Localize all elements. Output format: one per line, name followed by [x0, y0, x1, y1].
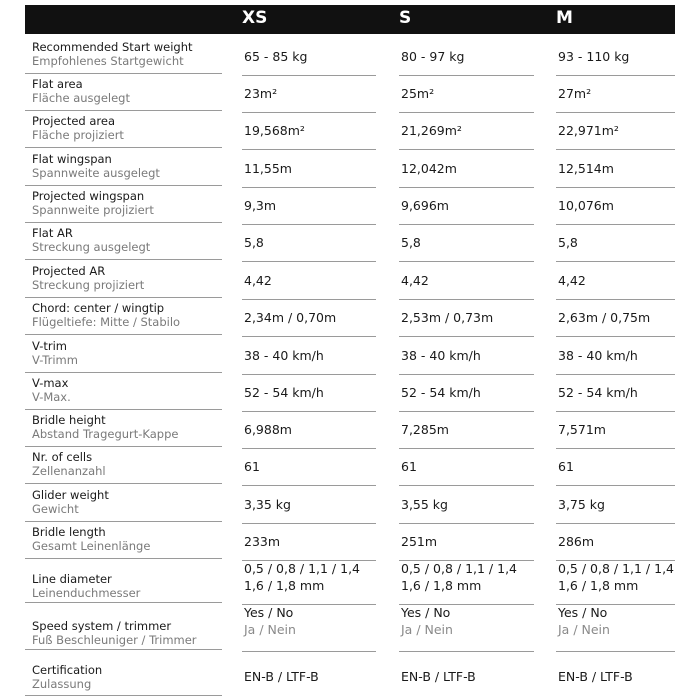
spec-row — [25, 262, 675, 300]
spec-value-line2: 1,6 / 1,8 mm — [244, 578, 325, 593]
spec-value-line2: Ja / Nein — [558, 622, 610, 637]
spec-value-cell-s — [399, 374, 534, 412]
spec-label-cell — [25, 411, 222, 447]
spec-label-cell — [25, 38, 222, 74]
spec-value-cell-m — [556, 486, 675, 524]
spec-value-cell-s — [399, 299, 534, 337]
spec-value-cell-m — [556, 374, 675, 412]
spec-value-cell-xs — [242, 299, 376, 337]
spec-value-cell-s — [399, 605, 534, 652]
spec-value: Yes / No — [244, 605, 294, 620]
spec-value: 52 - 54 km/h — [244, 385, 324, 400]
spec-value-cell-xs — [242, 337, 376, 375]
spec-value: 5,8 — [401, 235, 421, 250]
spec-label-en: V-max — [32, 376, 69, 390]
spec-value-cell-xs — [242, 38, 376, 76]
size-header-s: S — [399, 8, 412, 28]
spec-value: 0,5 / 0,8 / 1,1 / 1,4 — [244, 561, 360, 576]
spec-value-cell-xs — [242, 448, 376, 486]
spec-value: 27m² — [558, 86, 592, 101]
spec-row — [25, 411, 675, 449]
spec-label-de: Fuß Beschleuniger / Trimmer — [32, 633, 197, 647]
spec-label-en: Bridle height — [32, 413, 106, 427]
spec-value: 21,269m² — [401, 123, 462, 138]
spec-value-cell-xs — [242, 150, 376, 188]
spec-value-line2: 1,6 / 1,8 mm — [401, 578, 482, 593]
spec-value-line2: 1,6 / 1,8 mm — [558, 578, 639, 593]
spec-value-cell-xs — [242, 561, 376, 605]
spec-value: 80 - 97 kg — [401, 49, 465, 64]
spec-value: 38 - 40 km/h — [558, 348, 638, 363]
spec-label-en: Flat AR — [32, 226, 73, 240]
spec-value-cell-xs — [242, 112, 376, 150]
spec-value-cell-m — [556, 224, 675, 262]
spec-label-en: Projected wingspan — [32, 189, 145, 203]
spec-value: 4,42 — [244, 273, 272, 288]
spec-value-cell-m — [556, 187, 675, 225]
spec-value-cell-m — [556, 262, 675, 300]
spec-label-de: Fläche ausgelegt — [32, 91, 130, 105]
spec-value: 3,55 kg — [401, 497, 448, 512]
spec-value-cell-s — [399, 661, 534, 696]
spec-value: 233m — [244, 534, 281, 549]
spec-value: 2,63m / 0,75m — [558, 310, 651, 325]
spec-value-cell-m — [556, 75, 675, 113]
spec-label-en: Projected AR — [32, 264, 106, 278]
spec-label-de: Leinenduchmesser — [32, 586, 141, 600]
spec-value-cell-xs — [242, 75, 376, 113]
spec-label-en: Recommended Start weight — [32, 40, 193, 54]
spec-label-de: Spannweite ausgelegt — [32, 166, 160, 180]
spec-value: 2,34m / 0,70m — [244, 310, 337, 325]
spec-label-cell — [25, 337, 222, 373]
spec-label-de: V-Trimm — [32, 353, 78, 367]
spec-value-cell-xs — [242, 605, 376, 652]
spec-value-cell-s — [399, 561, 534, 605]
spec-row — [25, 523, 675, 561]
spec-label-de: Gewicht — [32, 502, 79, 516]
spec-row — [25, 661, 675, 696]
spec-label-cell — [25, 299, 222, 335]
spec-label-en: Line diameter — [32, 572, 112, 586]
spec-value: 25m² — [401, 86, 435, 101]
spec-value-cell-xs — [242, 523, 376, 561]
spec-value: 52 - 54 km/h — [558, 385, 638, 400]
spec-row — [25, 38, 675, 76]
spec-value-cell-m — [556, 661, 675, 696]
spec-label-cell — [25, 523, 222, 559]
spec-label-en: Flat area — [32, 77, 83, 91]
spec-label-en: Glider weight — [32, 488, 109, 502]
spec-value-cell-m — [556, 337, 675, 375]
spec-value: 2,53m / 0,73m — [401, 310, 494, 325]
spec-value-cell-s — [399, 411, 534, 449]
spec-label-de: Spannweite projiziert — [32, 203, 154, 217]
spec-value: EN-B / LTF-B — [244, 669, 319, 684]
spec-label-cell — [25, 486, 222, 522]
spec-value: 7,285m — [401, 422, 449, 437]
spec-value-cell-xs — [242, 486, 376, 524]
spec-value: 61 — [244, 459, 260, 474]
spec-label-cell — [25, 150, 222, 186]
spec-label-cell — [25, 262, 222, 298]
spec-value: 286m — [558, 534, 595, 549]
spec-value-cell-s — [399, 262, 534, 300]
spec-label-cell — [25, 374, 222, 410]
spec-value: 12,042m — [401, 161, 457, 176]
spec-value: 11,55m — [244, 161, 292, 176]
spec-value: 10,076m — [558, 198, 614, 213]
spec-value: Yes / No — [558, 605, 608, 620]
spec-label-cell — [25, 224, 222, 260]
spec-row — [25, 224, 675, 262]
spec-label-de: Gesamt Leinenlänge — [32, 539, 151, 553]
spec-row — [25, 605, 675, 652]
spec-value: 4,42 — [401, 273, 429, 288]
spec-label-de: Flügeltiefe: Mitte / Stabilo — [32, 315, 181, 329]
spec-row — [25, 112, 675, 150]
spec-value: 5,8 — [558, 235, 578, 250]
spec-value-cell-s — [399, 38, 534, 76]
spec-value-line2: Ja / Nein — [401, 622, 453, 637]
spec-row — [25, 561, 675, 605]
spec-value-line2: Ja / Nein — [244, 622, 296, 637]
spec-value: 12,514m — [558, 161, 614, 176]
spec-value: 65 - 85 kg — [244, 49, 308, 64]
spec-value-cell-m — [556, 112, 675, 150]
spec-label-de: V-Max. — [32, 390, 71, 404]
spec-label-de: Streckung projiziert — [32, 278, 145, 292]
spec-value-cell-s — [399, 486, 534, 524]
spec-label-cell — [25, 112, 222, 148]
spec-label-cell — [25, 448, 222, 484]
spec-value: 4,42 — [558, 273, 586, 288]
spec-label-en: Flat wingspan — [32, 152, 112, 166]
spec-value-cell-m — [556, 411, 675, 449]
spec-value-cell-s — [399, 224, 534, 262]
spec-value: EN-B / LTF-B — [401, 669, 476, 684]
size-header-xs: XS — [242, 8, 268, 28]
spec-label-de: Zulassung — [32, 677, 92, 691]
spec-value-cell-s — [399, 187, 534, 225]
spec-row — [25, 187, 675, 225]
spec-value: 5,8 — [244, 235, 264, 250]
spec-value: 61 — [558, 459, 574, 474]
spec-label-cell — [25, 561, 222, 603]
spec-value-cell-m — [556, 605, 675, 652]
spec-value-cell-s — [399, 75, 534, 113]
spec-value: 9,696m — [401, 198, 449, 213]
spec-label-de: Streckung ausgelegt — [32, 240, 151, 254]
spec-value-cell-m — [556, 448, 675, 486]
spec-label-cell — [25, 608, 222, 650]
spec-label-en: Nr. of cells — [32, 450, 93, 464]
spec-value-cell-s — [399, 150, 534, 188]
size-header-m: M — [556, 8, 573, 28]
spec-value-cell-s — [399, 523, 534, 561]
spec-value: 7,571m — [558, 422, 606, 437]
spec-value: 3,35 kg — [244, 497, 291, 512]
spec-value-cell-s — [399, 112, 534, 150]
spec-value: Yes / No — [401, 605, 451, 620]
spec-value: 38 - 40 km/h — [401, 348, 481, 363]
spec-value-cell-m — [556, 523, 675, 561]
spec-value-cell-m — [556, 299, 675, 337]
spec-label-en: Certification — [32, 663, 103, 677]
spec-value-cell-xs — [242, 374, 376, 412]
spec-value-cell-m — [556, 561, 675, 605]
spec-value: 93 - 110 kg — [558, 49, 630, 64]
spec-label-cell — [25, 75, 222, 111]
spec-row — [25, 448, 675, 486]
spec-value-cell-xs — [242, 224, 376, 262]
spec-row — [25, 337, 675, 375]
spec-value: 38 - 40 km/h — [244, 348, 324, 363]
spec-value-cell-m — [556, 38, 675, 76]
spec-label-de: Abstand Tragegurt-Kappe — [32, 427, 179, 441]
spec-label-de: Zellenanzahl — [32, 464, 106, 478]
spec-row — [25, 486, 675, 524]
spec-row — [25, 374, 675, 412]
spec-label-en: Bridle length — [32, 525, 106, 539]
spec-row — [25, 75, 675, 113]
spec-value-cell-s — [399, 448, 534, 486]
spec-value-cell-s — [399, 337, 534, 375]
size-header-bar — [25, 5, 675, 34]
spec-value-cell-m — [556, 150, 675, 188]
spec-label-de: Empfohlenes Startgewicht — [32, 54, 184, 68]
spec-value: 0,5 / 0,8 / 1,1 / 1,4 — [558, 561, 674, 576]
spec-value: 19,568m² — [244, 123, 305, 138]
spec-value: 61 — [401, 459, 417, 474]
spec-row — [25, 299, 675, 337]
spec-value: 52 - 54 km/h — [401, 385, 481, 400]
spec-value-cell-xs — [242, 411, 376, 449]
spec-value: EN-B / LTF-B — [558, 669, 633, 684]
spec-value: 251m — [401, 534, 438, 549]
spec-label-en: Speed system / trimmer — [32, 619, 172, 633]
spec-value-cell-xs — [242, 187, 376, 225]
spec-label-cell — [25, 187, 222, 223]
spec-value-cell-xs — [242, 262, 376, 300]
spec-label-en: Projected area — [32, 114, 116, 128]
spec-label-de: Fläche projiziert — [32, 128, 124, 142]
spec-value: 22,971m² — [558, 123, 619, 138]
spec-row — [25, 150, 675, 188]
spec-value: 9,3m — [244, 198, 277, 213]
spec-value: 6,988m — [244, 422, 292, 437]
spec-value-cell-xs — [242, 661, 376, 696]
spec-label-cell — [25, 661, 222, 696]
spec-value: 23m² — [244, 86, 278, 101]
spec-value: 0,5 / 0,8 / 1,1 / 1,4 — [401, 561, 517, 576]
spec-label-en: Chord: center / wingtip — [32, 301, 165, 315]
spec-value: 3,75 kg — [558, 497, 605, 512]
spec-label-en: V-trim — [32, 339, 67, 353]
